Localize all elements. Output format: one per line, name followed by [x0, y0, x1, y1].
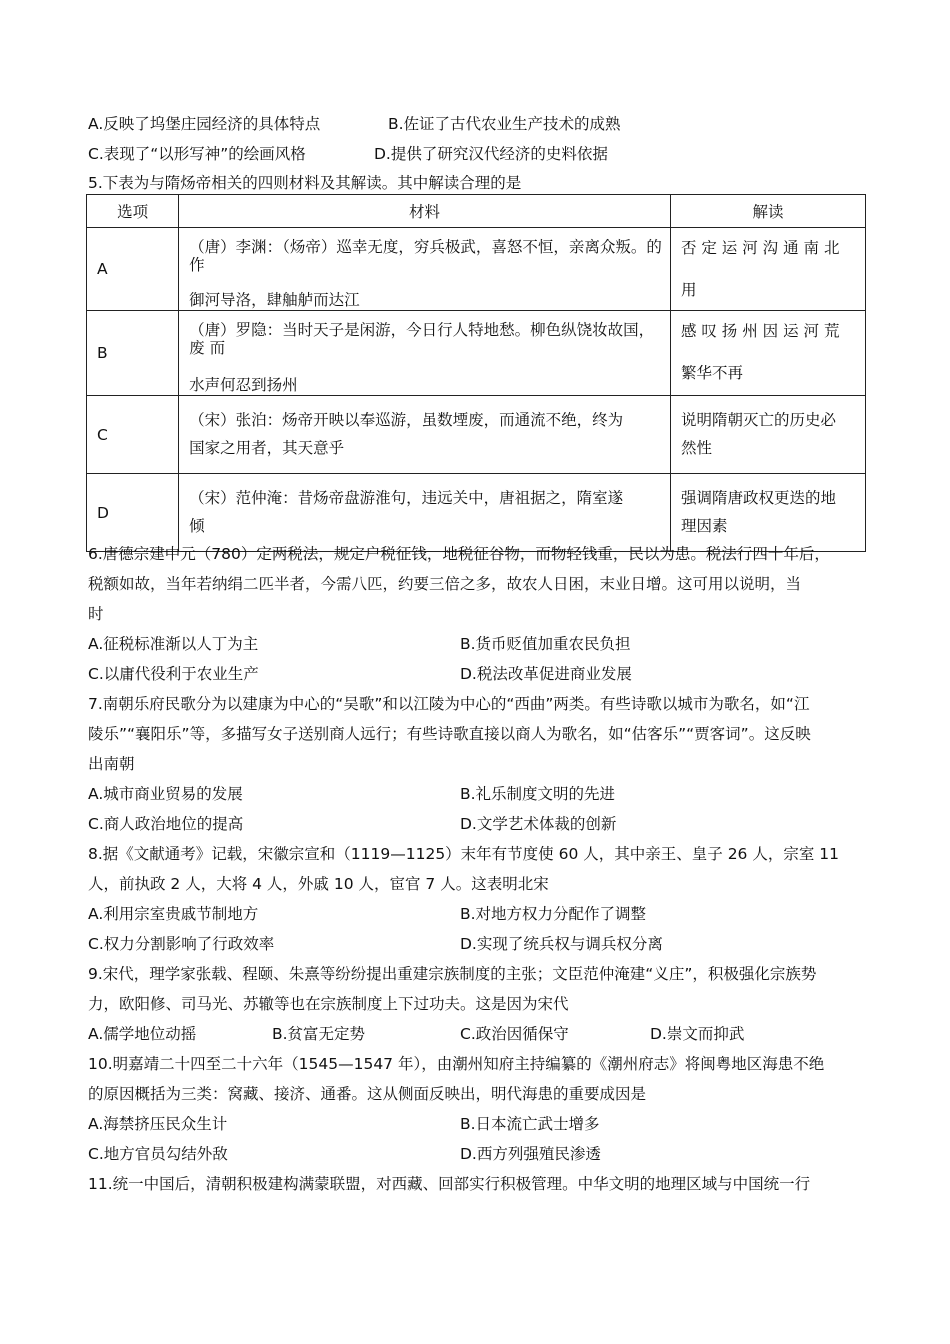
interpretation-line: 然性: [680, 439, 712, 457]
q10-option-b: B.日本流亡武士增多: [460, 1115, 600, 1133]
table-row: [87, 228, 866, 311]
row-material: [179, 474, 671, 552]
q6-option-c: C.以庸代役利于农业生产: [88, 665, 259, 683]
interpretation-line: 强调隋唐政权更迭的地: [680, 489, 836, 507]
row-interpretation: [670, 396, 865, 474]
row-interpretation: [670, 311, 865, 396]
row-material: [179, 228, 671, 311]
header-option: 选项: [87, 195, 179, 228]
q9-stem-line: 9.宋代，理学家张载、程颐、朱熹等纷纷提出重建宗族制度的主张；文臣范仲淹建“义庄”，积极强化宗族势: [88, 965, 817, 983]
q7-stem-line: 7.南朝乐府民歌分为以建康为中心的“吴歌”和以江陵为中心的“西曲”两类。有些诗歌以城市为歌名，如“江: [88, 695, 810, 713]
interpretation-line: 理因素: [680, 517, 728, 535]
row-option: D: [87, 474, 179, 552]
row-material: [179, 311, 671, 396]
q6-option-b: B.货币贬值加重农民负担: [460, 635, 631, 653]
q9-option-b: B.贫富无定势: [272, 1025, 366, 1043]
material-line: （宋）范仲淹：昔炀帝盘游淮句，违远关中，唐祖据之，隋室遂: [189, 489, 624, 507]
q10-stem-line: 10.明嘉靖二十四至二十六年（1545—1547 年），由潮州知府主持编纂的《潮州府志》将闽粤地区海患不绝: [88, 1055, 825, 1073]
material-line: （唐）罗隐：当时天子是闲游，今日行人特地愁。柳色纵饶妆故国，废 而: [189, 321, 655, 357]
q8-option-d: D.实现了统兵权与调兵权分离: [460, 935, 663, 953]
q9-option-d: D.崇文而抑武: [650, 1025, 745, 1043]
table-row: [87, 311, 866, 396]
material-line: 国家之用者，其天意乎: [189, 439, 345, 457]
row-option: B: [87, 311, 179, 396]
q8-option-c: C.权力分割影响了行政效率: [88, 935, 275, 953]
q6-stem-line: 税额如故，当年若纳绢二匹半者，今需八匹，约要三倍之多，故农人日困，末业日增。这可用以说明，当: [88, 575, 802, 593]
interpretation-line: 用: [680, 281, 697, 299]
interpretation-line: 感 叹 扬 州 因 运 河 荒: [680, 322, 840, 340]
interpretation-line: 繁华不再: [680, 364, 743, 382]
header-interpretation: 解读: [670, 195, 865, 228]
q4-option-b: B.佐证了古代农业生产技术的成熟: [388, 115, 621, 133]
row-material: [179, 396, 671, 474]
interpretation-line: 否 定 运 河 沟 通 南 北: [680, 239, 840, 257]
q6-option-a: A.征税标准渐以人丁为主: [88, 635, 259, 653]
q6-stem-line: 时: [88, 605, 104, 623]
q4-option-c: C.表现了“以形写神”的绘画风格: [88, 145, 306, 163]
q8-stem-line: 8.据《文献通考》记载，宋徽宗宣和（1119—1125）末年有节度使 60 人，其中亲王、皇子 26 人，宗室 11: [88, 845, 839, 863]
q7-option-c: C.商人政治地位的提高: [88, 815, 244, 833]
q6-stem-line: 6.唐德宗建中元（780）定两税法，规定户税征钱，地税征谷物，而物轻钱重，民以为患。税法行四十年后，: [88, 545, 830, 563]
q7-option-a: A.城市商业贸易的发展: [88, 785, 243, 803]
material-line: 水声何忍到扬州: [189, 376, 298, 394]
header-material: 材料: [179, 195, 671, 228]
table-row: [87, 474, 866, 552]
row-interpretation: [670, 474, 865, 552]
q10-option-c: C.地方官员勾结外敌: [88, 1145, 228, 1163]
q10-stem-line: 的原因概括为三类：窝藏、接济、通番。这从侧面反映出，明代海患的重要成因是: [88, 1085, 647, 1103]
q6-option-d: D.税法改革促进商业发展: [460, 665, 632, 683]
q8-option-a: A.利用宗室贵戚节制地方: [88, 905, 259, 923]
q10-option-d: D.西方列强殖民渗透: [460, 1145, 601, 1163]
material-line: （宋）张泊：炀帝开映以奉巡游，虽数堙废，而通流不绝，终为: [189, 411, 624, 429]
q7-option-d: D.文学艺术体裁的创新: [460, 815, 617, 833]
q7-stem-line: 出南朝: [88, 755, 135, 773]
q4-option-d: D.提供了研究汉代经济的史料依据: [374, 145, 608, 163]
row-interpretation: [670, 228, 865, 311]
material-line: （唐）李渊：（炀帝）巡幸无度，穷兵极武，喜怒不恒，亲离众叛。的 作: [189, 238, 662, 274]
q11-stem-line: 11.统一中国后，清朝积极建构满蒙联盟，对西藏、回部实行积极管理。中华文明的地理区域与中国统一行: [88, 1175, 811, 1193]
table-header-row: [87, 195, 866, 228]
q5-table: [86, 194, 866, 552]
q10-option-a: A.海禁挤压民众生计: [88, 1115, 228, 1133]
material-line: 御河导洛，肆舳舻而达江: [189, 291, 360, 309]
material-line: 倾: [189, 517, 205, 535]
row-option: C: [87, 396, 179, 474]
q7-stem-line: 陵乐”“襄阳乐”等，多描写女子送别商人远行；有些诗歌直接以商人为歌名，如“估客乐”“贾客词”。这反映: [88, 725, 811, 743]
row-option: A: [87, 228, 179, 311]
q8-stem-line: 人，前执政 2 人，大将 4 人，外戚 10 人，宦官 7 人。这表明北宋: [88, 875, 549, 893]
interpretation-line: 说明隋朝灭亡的历史必: [680, 411, 836, 429]
q9-option-c: C.政治因循保守: [460, 1025, 569, 1043]
q5-stem: 5.下表为与隋炀帝相关的四则材料及其解读。其中解读合理的是: [88, 174, 522, 192]
q8-option-b: B.对地方权力分配作了调整: [460, 905, 647, 923]
q7-option-b: B.礼乐制度文明的先进: [460, 785, 616, 803]
q9-option-a: A.儒学地位动摇: [88, 1025, 197, 1043]
q4-option-a: A.反映了坞堡庄园经济的具体特点: [88, 115, 321, 133]
q9-stem-line: 力，欧阳修、司马光、苏辙等也在宗族制度上下过功夫。这是因为宋代: [88, 995, 569, 1013]
table-row: [87, 396, 866, 474]
